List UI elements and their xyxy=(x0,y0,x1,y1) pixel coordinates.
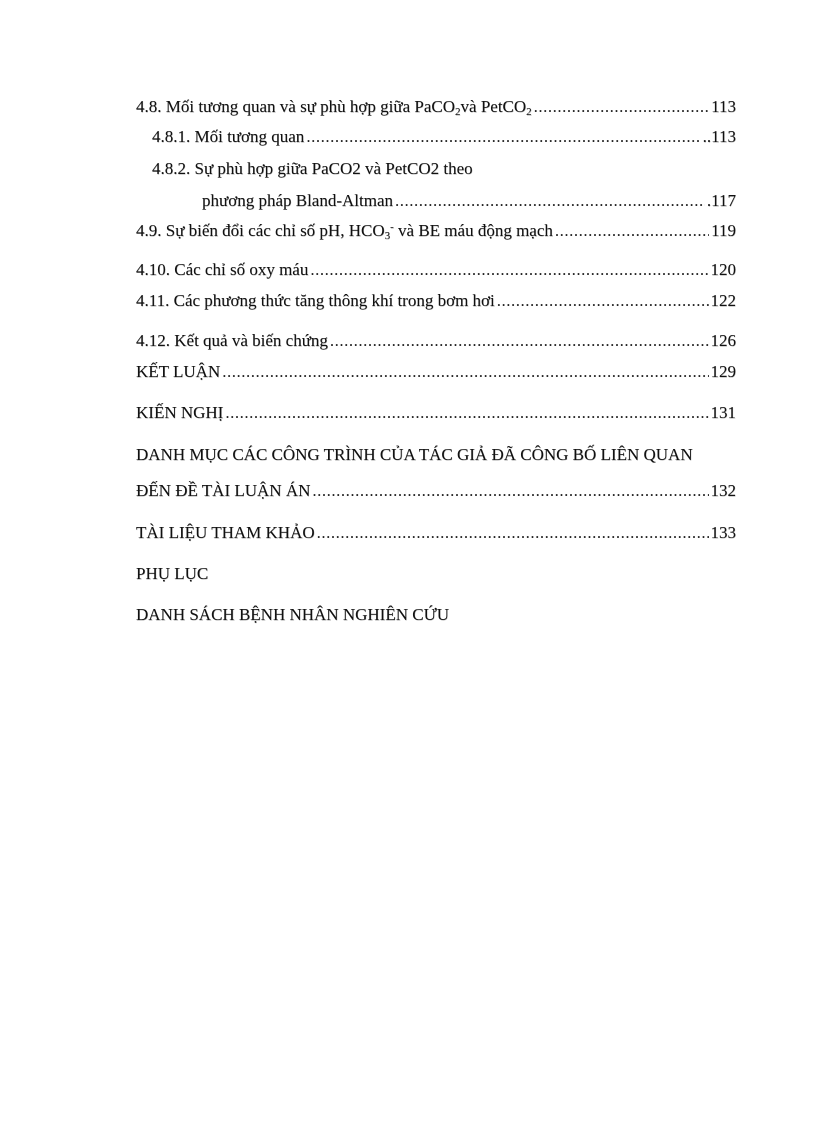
toc-entry-4-8-1[interactable] xyxy=(152,124,736,150)
toc-entry-danh-muc[interactable] xyxy=(136,478,736,504)
dot-leader xyxy=(317,520,709,546)
dot-leader xyxy=(225,400,708,426)
toc-entry-kien-nghi[interactable] xyxy=(136,400,736,426)
toc-page-number: 129 xyxy=(710,362,736,381)
toc-entry-label: 4.11. Các phương thức tăng thông khí trong bơm hơi xyxy=(136,291,495,310)
toc-entry-label: 4.10. Các chỉ số oxy máu xyxy=(136,260,309,279)
toc-entry-4-9[interactable] xyxy=(136,218,736,244)
toc-entry-ket-luan[interactable] xyxy=(136,359,736,385)
dot-leader xyxy=(534,94,709,120)
toc-entry-label: 4.12. Kết quả và biến chứng xyxy=(136,331,328,350)
dot-leader xyxy=(555,218,709,244)
toc-page-number: 131 xyxy=(710,403,736,422)
toc-entry-4-8-2[interactable] xyxy=(202,188,736,214)
dot-leader xyxy=(497,288,709,314)
dot-leader xyxy=(312,478,708,504)
toc-entry-danh-muc-line1[interactable]: DANH MỤC CÁC CÔNG TRÌNH CỦA TÁC GIẢ ĐÃ CÔNG BỐ LIÊN QUAN xyxy=(136,445,693,464)
toc-entry-4-8-2-line1[interactable]: 4.8.2. Sự phù hợp giữa PaCO2 và PetCO2 theo xyxy=(152,159,473,178)
dot-leader xyxy=(310,257,708,283)
toc-entry-4-12[interactable] xyxy=(136,328,736,354)
toc-page-number: 126 xyxy=(710,331,736,350)
toc-page-number: .117 xyxy=(706,191,736,210)
toc-page-number: 133 xyxy=(710,523,736,542)
toc-entry-tai-lieu[interactable] xyxy=(136,520,736,546)
toc-entry-label: 4.8.1. Mối tương quan xyxy=(152,127,305,146)
toc-page-number: ..113 xyxy=(702,127,736,146)
toc-entry-label: KẾT LUẬN xyxy=(136,362,221,381)
toc-page-number: 119 xyxy=(711,221,736,240)
toc-entry-label: ĐẾN ĐỀ TÀI LUẬN ÁN xyxy=(136,481,311,500)
toc-entry-danh-sach[interactable]: DANH SÁCH BỆNH NHÂN NGHIÊN CỨU xyxy=(136,605,450,624)
toc-entry-label: KIẾN NGHỊ xyxy=(136,403,224,422)
toc-entry-label: 4.9. Sự biến đổi các chỉ số pH, $HCO_3^-$ và BE máu động mạch xyxy=(136,221,553,242)
toc-page-number: 120 xyxy=(710,260,736,279)
dot-leader xyxy=(330,328,709,354)
dot-leader xyxy=(222,359,708,385)
toc-entry-phu-luc[interactable]: PHỤ LỤC xyxy=(136,564,209,583)
toc-entry-4-8[interactable] xyxy=(136,94,736,120)
toc-entry-label: TÀI LIỆU THAM KHẢO xyxy=(136,523,315,542)
toc-entry-4-11[interactable] xyxy=(136,288,736,314)
toc-page-number: 122 xyxy=(710,291,736,310)
toc-page-number: 113 xyxy=(711,97,736,116)
dot-leader xyxy=(395,188,705,214)
toc-entry-label: 4.8. Mối tương quan và sự phù hợp giữa PaCO$_2$và PetCO$_2$ xyxy=(136,97,532,118)
toc-entry-4-10[interactable] xyxy=(136,257,736,283)
toc-entry-label: phương pháp Bland-Altman xyxy=(202,191,394,210)
toc-page-number: 132 xyxy=(710,481,736,500)
dot-leader xyxy=(306,124,700,150)
